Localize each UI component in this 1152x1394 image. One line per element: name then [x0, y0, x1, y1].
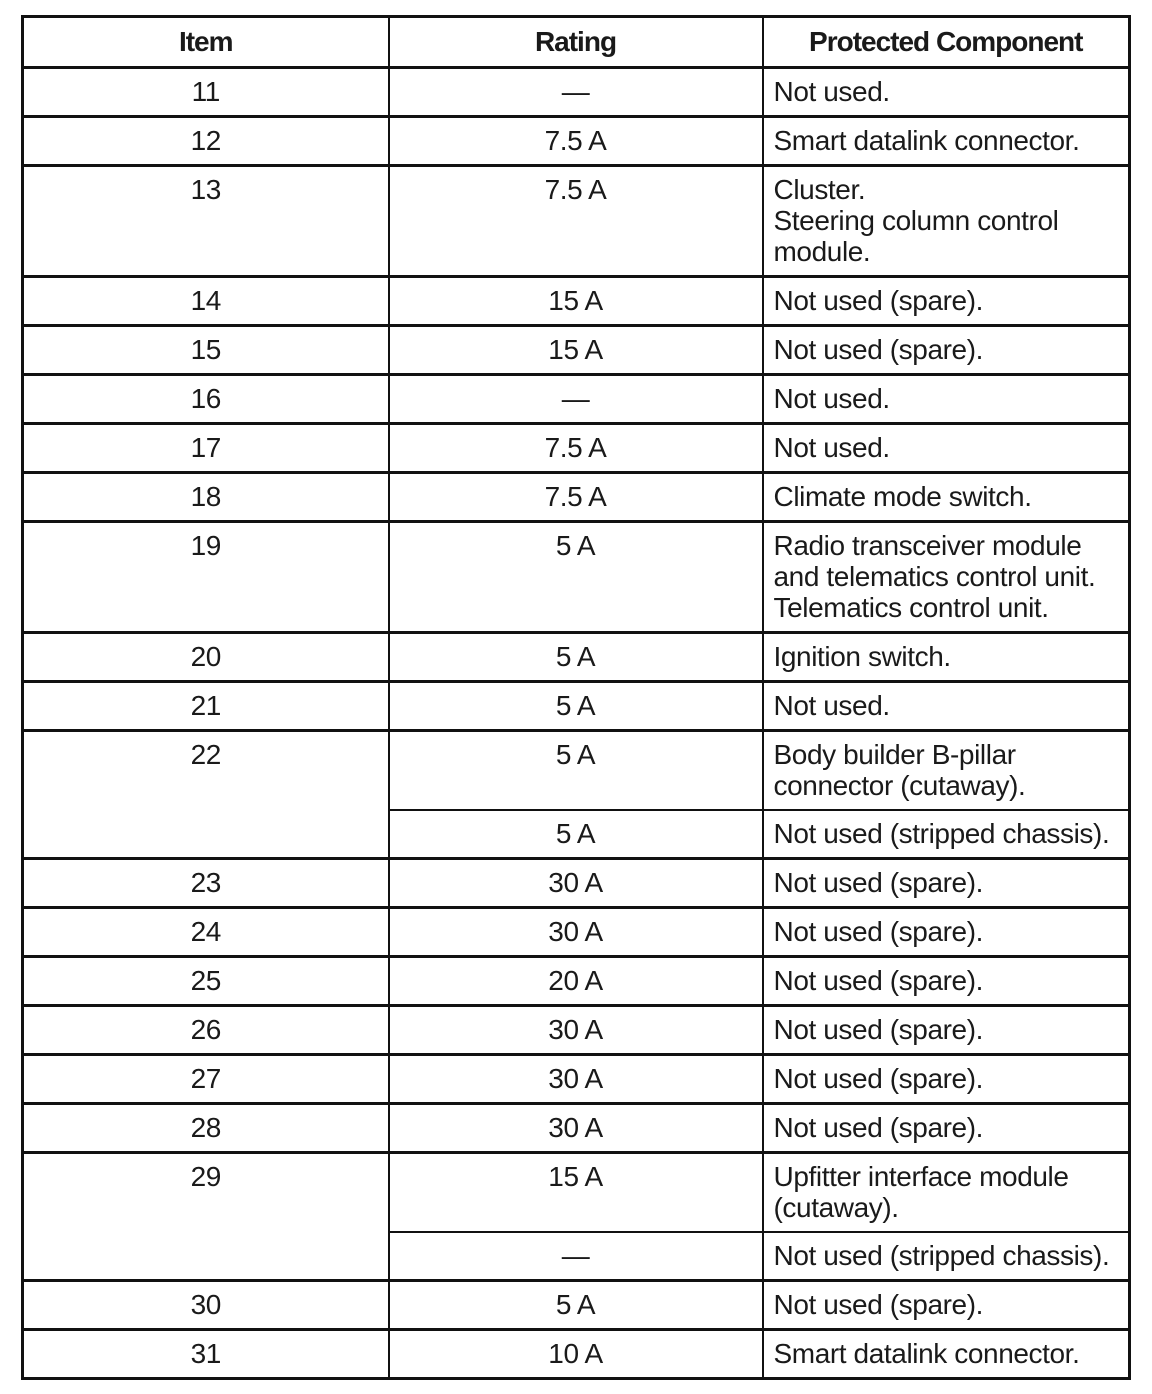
table-row	[23, 1330, 1130, 1379]
table-row	[23, 1104, 1130, 1153]
item-cell: 17	[23, 424, 389, 473]
table-row	[23, 1281, 1130, 1330]
item-cell: 16	[23, 375, 389, 424]
component-line: Radio transceiver module	[773, 530, 1082, 561]
component-line: Not used (spare).	[773, 285, 984, 316]
header-item: Item	[23, 17, 389, 68]
component-cell	[763, 731, 1130, 811]
component-line: Not used (stripped chassis).	[773, 818, 1110, 849]
component-cell	[763, 473, 1130, 522]
table-row	[23, 682, 1130, 731]
component-cell	[763, 326, 1130, 375]
rating-cell: 7.5 A	[389, 473, 763, 522]
table-row	[23, 117, 1130, 166]
component-line: Telematics control unit.	[773, 592, 1049, 623]
item-cell: 18	[23, 473, 389, 522]
component-line: Smart datalink connector.	[773, 125, 1080, 156]
rating-cell: —	[389, 375, 763, 424]
component-line: Not used (spare).	[773, 1289, 984, 1320]
item-cell: 20	[23, 633, 389, 682]
component-cell	[763, 277, 1130, 326]
table-row	[23, 633, 1130, 682]
component-line: Not used (stripped chassis).	[773, 1240, 1110, 1271]
component-cell	[763, 1104, 1130, 1153]
component-cell	[763, 633, 1130, 682]
component-cell	[763, 682, 1130, 731]
fuse-table-body	[23, 68, 1130, 1379]
header-row	[23, 17, 1130, 68]
item-cell: 22	[23, 731, 389, 859]
rating-cell: 20 A	[389, 957, 763, 1006]
table-row	[23, 1055, 1130, 1104]
component-cell	[763, 522, 1130, 633]
rating-cell: 5 A	[389, 731, 763, 811]
rating-cell: 5 A	[389, 810, 763, 859]
item-cell: 28	[23, 1104, 389, 1153]
header-component: Protected Component	[763, 17, 1130, 68]
item-cell: 27	[23, 1055, 389, 1104]
component-cell	[763, 1281, 1130, 1330]
table-row	[23, 424, 1130, 473]
table-row	[23, 1153, 1130, 1233]
table-row	[23, 68, 1130, 117]
table-row	[23, 326, 1130, 375]
component-line: Ignition switch.	[773, 641, 951, 672]
component-cell	[763, 810, 1130, 859]
table-row	[23, 1006, 1130, 1055]
component-line: Cluster.	[773, 174, 866, 205]
component-cell	[763, 1232, 1130, 1281]
table-row	[23, 908, 1130, 957]
item-cell: 30	[23, 1281, 389, 1330]
item-cell: 21	[23, 682, 389, 731]
rating-cell: —	[389, 1232, 763, 1281]
component-cell	[763, 1006, 1130, 1055]
rating-cell: 5 A	[389, 682, 763, 731]
component-line: and telematics control unit.	[773, 561, 1096, 592]
component-cell	[763, 908, 1130, 957]
item-cell: 24	[23, 908, 389, 957]
rating-cell: 30 A	[389, 908, 763, 957]
table-row	[23, 859, 1130, 908]
component-line: Not used (spare).	[773, 965, 984, 996]
component-line: Not used (spare).	[773, 1014, 984, 1045]
item-cell: 15	[23, 326, 389, 375]
rating-cell: 5 A	[389, 1281, 763, 1330]
component-line: Not used (spare).	[773, 1063, 984, 1094]
component-line: Upfitter interface module	[773, 1161, 1069, 1192]
component-cell	[763, 375, 1130, 424]
rating-cell: —	[389, 68, 763, 117]
rating-cell: 30 A	[389, 1104, 763, 1153]
component-line: Body builder B-pillar	[773, 739, 1016, 770]
rating-cell: 7.5 A	[389, 424, 763, 473]
component-line: Not used.	[773, 383, 890, 414]
item-cell: 31	[23, 1330, 389, 1379]
component-cell	[763, 424, 1130, 473]
fuse-table	[21, 15, 1131, 1380]
component-cell	[763, 957, 1130, 1006]
component-line: Not used.	[773, 690, 890, 721]
table-row	[23, 375, 1130, 424]
component-line: Steering column control	[773, 205, 1059, 236]
rating-cell: 7.5 A	[389, 166, 763, 277]
rating-cell: 15 A	[389, 326, 763, 375]
item-cell: 29	[23, 1153, 389, 1281]
rating-cell: 15 A	[389, 1153, 763, 1233]
component-line: Not used (spare).	[773, 916, 984, 947]
component-line: (cutaway).	[773, 1192, 899, 1223]
component-cell	[763, 166, 1130, 277]
item-cell: 25	[23, 957, 389, 1006]
item-cell: 14	[23, 277, 389, 326]
component-line: module.	[773, 236, 871, 267]
rating-cell: 5 A	[389, 633, 763, 682]
component-line: Not used.	[773, 432, 890, 463]
component-line: Smart datalink connector.	[773, 1338, 1080, 1369]
item-cell: 11	[23, 68, 389, 117]
rating-cell: 30 A	[389, 859, 763, 908]
component-line: Not used (spare).	[773, 1112, 984, 1143]
component-cell	[763, 1055, 1130, 1104]
item-cell: 23	[23, 859, 389, 908]
table-row	[23, 957, 1130, 1006]
rating-cell: 30 A	[389, 1006, 763, 1055]
item-cell: 13	[23, 166, 389, 277]
component-cell	[763, 68, 1130, 117]
component-line: Not used.	[773, 76, 890, 107]
component-line: connector (cutaway).	[773, 770, 1026, 801]
rating-cell: 7.5 A	[389, 117, 763, 166]
item-cell: 19	[23, 522, 389, 633]
table-row	[23, 731, 1130, 811]
item-cell: 12	[23, 117, 389, 166]
rating-cell: 10 A	[389, 1330, 763, 1379]
rating-cell: 5 A	[389, 522, 763, 633]
table-row	[23, 277, 1130, 326]
component-line: Not used (spare).	[773, 334, 984, 365]
table-row	[23, 473, 1130, 522]
component-line: Climate mode switch.	[773, 481, 1032, 512]
header-rating: Rating	[389, 17, 763, 68]
item-cell: 26	[23, 1006, 389, 1055]
rating-cell: 15 A	[389, 277, 763, 326]
component-cell	[763, 1153, 1130, 1233]
component-cell	[763, 1330, 1130, 1379]
component-cell	[763, 859, 1130, 908]
table-row	[23, 166, 1130, 277]
rating-cell: 30 A	[389, 1055, 763, 1104]
component-line: Not used (spare).	[773, 867, 984, 898]
component-cell	[763, 117, 1130, 166]
table-row	[23, 522, 1130, 633]
